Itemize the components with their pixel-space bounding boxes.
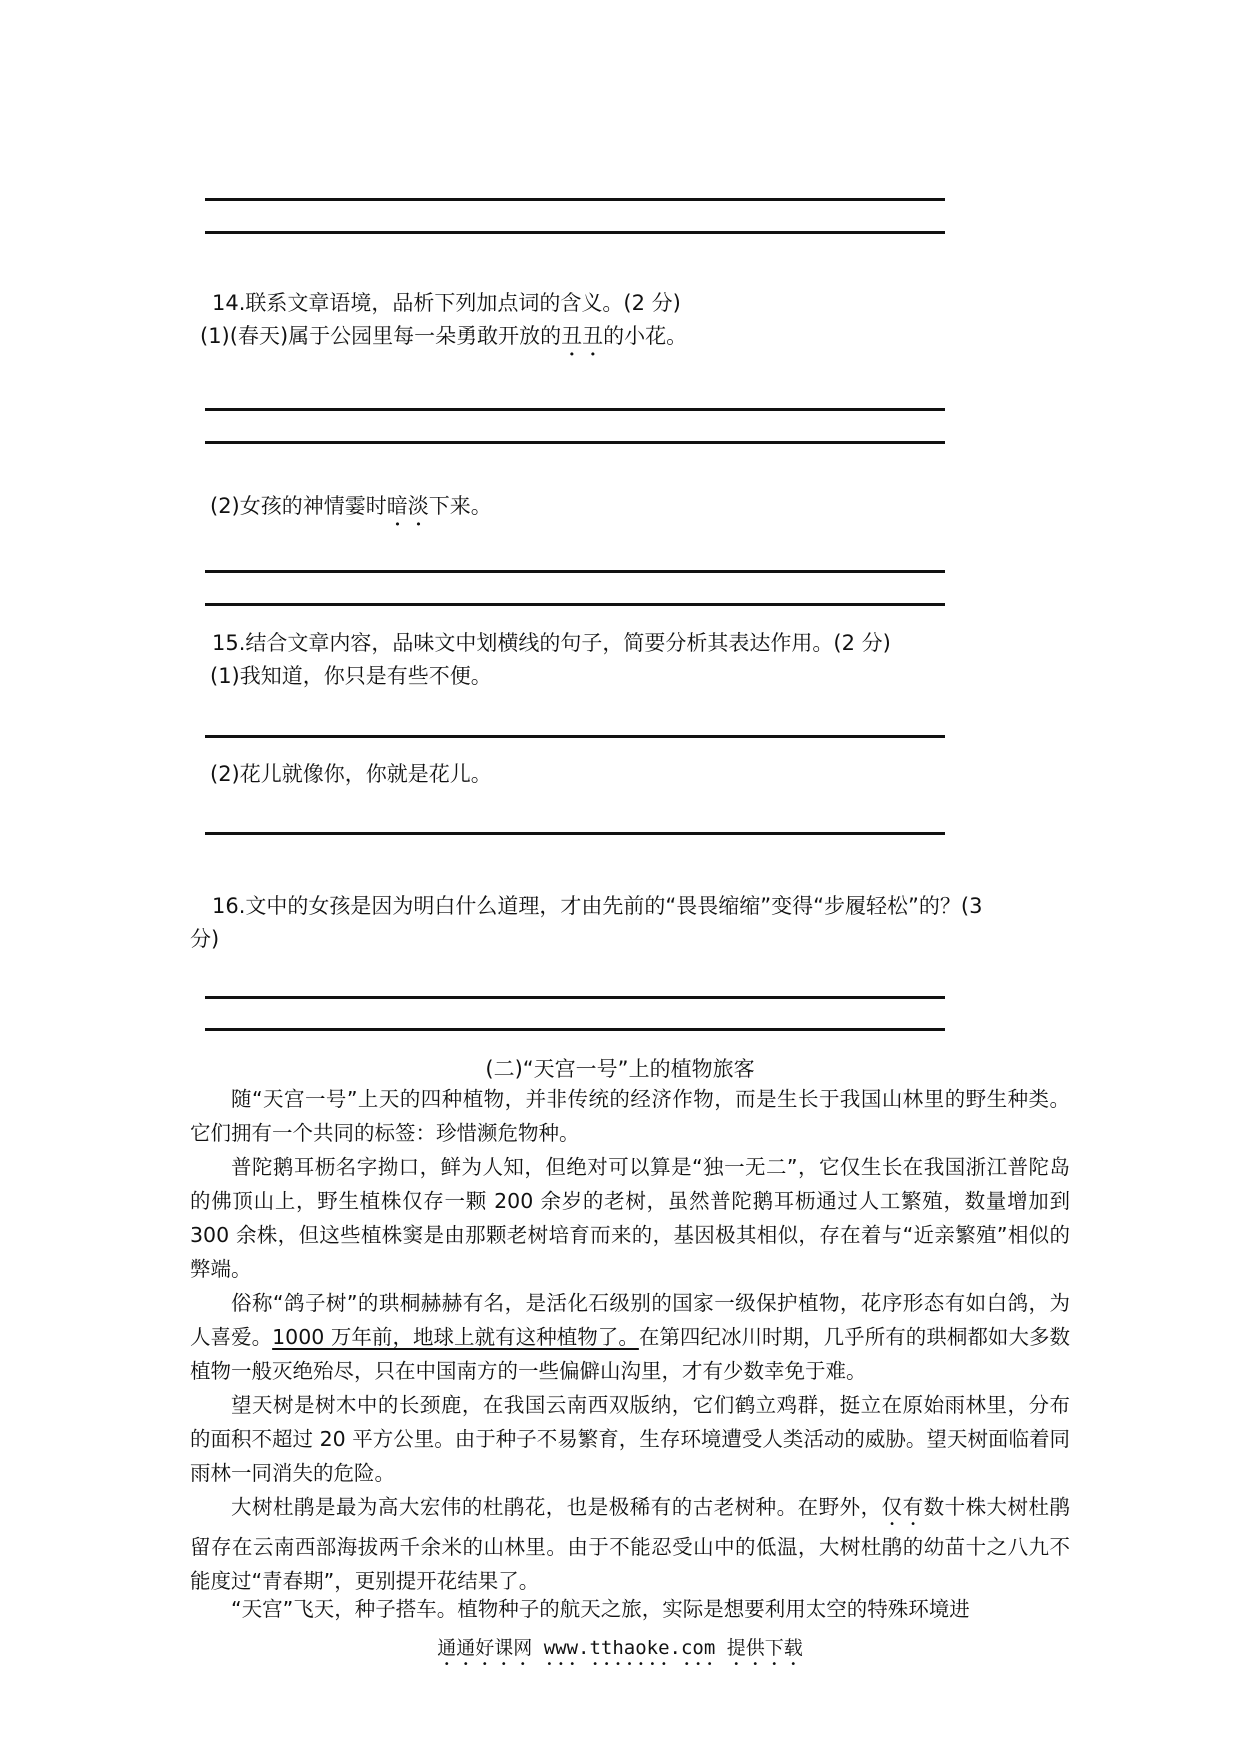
article-title: (二)“天宫一号”上的植物旅客 [485,1057,755,1081]
question-15-item-2: (2)花儿就像你，你就是花儿。 [210,762,492,786]
q14-s1-pre: (1)(春天)属于公园里每一朵勇敢开放的 [200,324,562,348]
answer-line [205,996,945,999]
question-15-stem: 15.结合文章内容，品味文中划横线的句子，简要分析其表达作用。(2 分) [212,631,891,655]
answer-line [205,1028,945,1031]
article-paragraph-6: “天宫”飞天，种子搭车。植物种子的航天之旅，实际是想要利用太空的特殊环境进 [231,1597,970,1621]
q14-s2-pre: (2)女孩的神情霎时 [210,494,387,518]
question-14-item-1 [200,320,687,361]
q14-s1-dotted-word: 丑丑 [561,324,604,348]
p5-dotted-word: 仅有 [881,1495,924,1519]
question-14-stem: 14.联系文章语境，品析下列加点词的含义。(2 分) [212,291,681,315]
p3-post: 在第四纪冰川时期，几乎所有的珙桐都如大多数植物一般灭绝殆尽，只在中国南方的一些偏僻山沟里，才有少数幸免于难。 [190,1325,1071,1383]
footer-watermark [0,1633,1240,1670]
answer-line [205,570,945,573]
question-16-line-2: 分) [190,927,220,951]
answer-line [205,832,945,835]
question-14-item-2 [210,490,492,531]
article-paragraph-2: 普陀鹅耳枥名字拗口，鲜为人知，但绝对可以算是“独一无二”，它仅生长在我国浙江普陀岛的佛顶山上，野生植株仅存一颗 200 余岁的老树，虽然普陀鹅耳枥通过人工繁殖，数量增加到 300 余株，但这些植株窦是由那颗老树培育而来的，基因极其相似，存在着与“近亲繁殖”相似的弊端。 [190,1155,1070,1281]
q14-s2-post: 下来。 [428,494,492,518]
answer-line [205,198,945,201]
question-15-item-1: (1)我知道，你只是有些不便。 [210,664,492,688]
p5-pre: 大树杜鹃是最为高大宏伟的杜鹃花，也是极稀有的古老树种。在野外， [231,1495,882,1519]
answer-line [205,735,945,738]
q14-s1-post: 的小花。 [603,324,688,348]
p3-pre: 俗称“鸽子树”的珙桐赫赫有名，是活化石级别的国家一级保护植物，花序形态有如白鸽，为人喜爱。 [190,1291,1070,1349]
article-paragraph-4: 望天树是树木中的长颈鹿，在我国云南西双版纳，它们鹤立鸡群，挺立在原始雨林里，分布的面积不超过 20 平方公里。由于种子不易繁育，生存环境遭受人类活动的威胁。望天树面临着同雨林一同消失的危险。 [190,1393,1070,1485]
footer-text: 通通好课网 www.tthaoke.com 提供下载 [437,1637,803,1659]
answer-line [205,231,945,234]
question-16-line-1: 16.文中的女孩是因为明白什么道理，才由先前的“畏畏缩缩”变得“步履轻松”的？(3 [212,894,983,918]
p3-underlined-sentence: 1000 万年前，地球上就有这种植物了。 [272,1325,639,1349]
answer-line [205,441,945,444]
article-paragraph-3 [190,1286,1070,1388]
answer-line [205,603,945,606]
article-paragraph-1: 随“天宫一号”上天的四种植物，并非传统的经济作物，而是生长于我国山林里的野生种类。它们拥有一个共同的标签：珍惜濒危物种。 [190,1087,1070,1145]
p5-post: 数十株大树杜鹃留存在云南西部海拔两千余米的山林里。由于不能忍受山中的低温，大树杜鹃的幼苗十之八九不能度过“青春期”，更别提开花结果了。 [190,1495,1071,1593]
answer-line [205,408,945,411]
q14-s2-dotted-word: 暗淡 [386,494,429,518]
article-paragraph-5 [190,1490,1070,1598]
